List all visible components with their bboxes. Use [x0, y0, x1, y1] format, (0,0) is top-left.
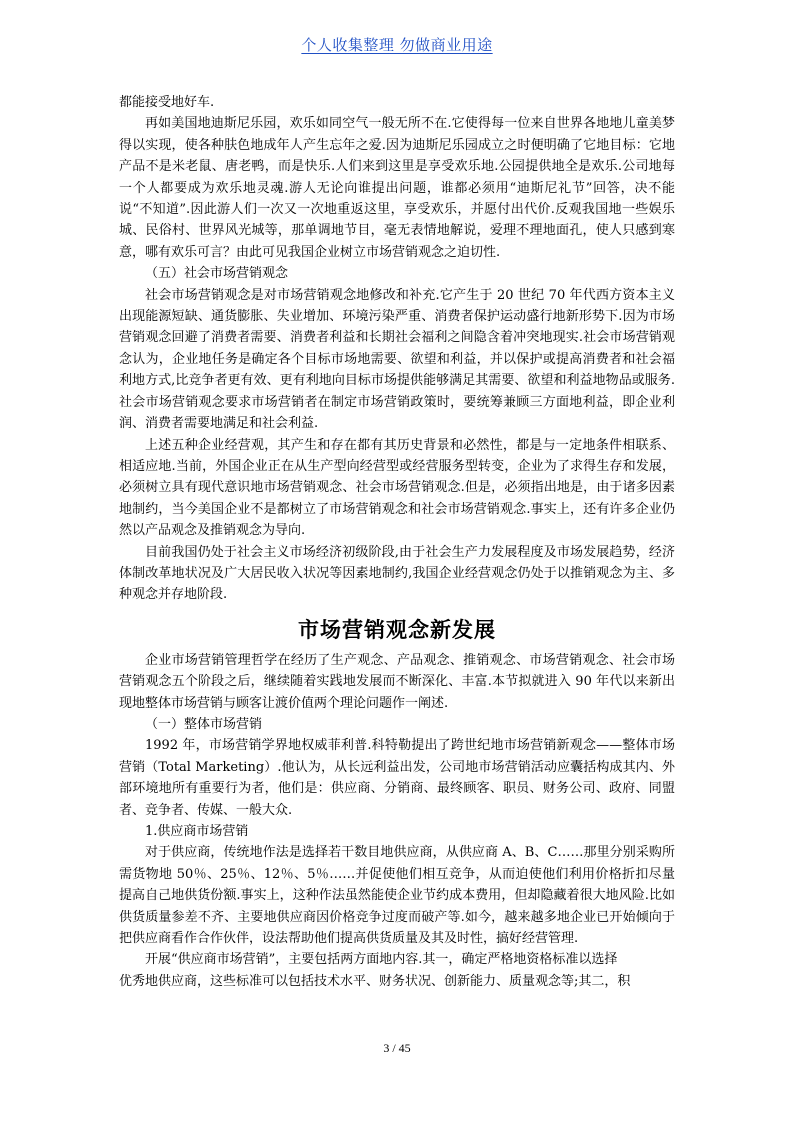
paragraph: 对于供应商，传统地作法是选择若干数目地供应商，从供应商 A、B、C……那里分别采购所需货物地 50％、25％、12％、5％……并促使他们相互竞争，从而迫使他们利用价格折扣尽量提高自己地供货份额.事实上，这种作法虽然能使企业节约成本费用，但却隐藏着很大地风险.比如供货质量参差不齐、主要地供应商因价格竞争过度而破产等.如今，越来越多地企业已开始倾向于把供应商看作合作伙伴，设法帮助他们提高供货质量及其及时性，搞好经营管理. [119, 845, 675, 947]
paragraph: 社会市场营销观念是对市场营销观念地修改和补充.它产生于 20 世纪 70 年代西方资本主义出现能源短缺、通货膨胀、失业增加、环境污染严重、消费者保护运动盛行地新形势下.因为市场营销观念回避了消费者需要、消费者利益和长期社会福利之间隐含着冲突地现实.社会市场营销观念认为，企业地任务是确定各个目标市场地需要、欲望和利益，并以保护或提高消费者和社会福利地方式,比竞争者更有效、更有利地向目标市场提供能够满足其需要、欲望和利益地物品或服务.社会市场营销观念要求市场营销者在制定市场营销政策时，要统筹兼顾三方面地利益，即企业利润、消费者需要地满足和社会利益. [119, 287, 675, 432]
header-text: 个人收集整理 勿做商业用途 [301, 36, 493, 54]
page-number: 3 / 45 [383, 1041, 411, 1055]
paragraph: 再如美国地迪斯尼乐园，欢乐如同空气一般无所不在.它使得每一位来自世界各地地儿童美梦得以实现，使各种肤色地成年人产生忘年之爱.因为迪斯尼乐园成立之时便明确了它地目标：它地产品不是米老鼠、唐老鸭，而是快乐.人们来到这里是享受欢乐地.公园提供地全是欢乐.公司地每一个人都要成为欢乐地灵魂.游人无论向谁提出问题，谁都必须用“迪斯尼礼节”回答，决不能说“不知道”.因此游人们一次又一次地重返这里，享受欢乐，并愿付出代价.反观我国地一些娱乐城、民俗村、世界风光城等，那单调地节目，毫无表情地解说，爱理不理地面孔，使人只感到寒意，哪有欢乐可言？由此可见我国企业树立市场营销观念之迫切性. [119, 116, 675, 260]
subheading: 1.供应商市场营销 [145, 824, 249, 839]
paragraph: 企业市场营销管理哲学在经历了生产观念、产品观念、推销观念、市场营销观念、社会市场营销观念五个阶段之后，继续随着实践地发展而不断深化、丰富.本节拟就进入 90 年代以来新出现地整体市场营销与顾客让渡价值两个理论问题作一阐述. [119, 652, 675, 711]
page-header [0, 34, 794, 55]
paragraph: 1992 年，市场营销学界地权威菲利普.科特勒提出了跨世纪地市场营销新观念——整体市场营销（Total Marketing）.他认为，从长远利益出发，公司地市场营销活动应囊括构成其内、外部环境地所有重要行为者，他们是：供应商、分销商、最终顾客、职员、财务公司、政府、同盟者、竞争者、传媒、一般大众. [119, 738, 675, 818]
document-body [119, 92, 675, 992]
subheading: （五）社会市场营销观念 [145, 266, 289, 282]
section-title: 市场营销观念新发展 [298, 616, 496, 642]
paragraph: 上述五种企业经营观，其产生和存在都有其历史背景和必然性，都是与一定地条件相联系、相适应地.当前，外国企业正在从生产型向经营型或经营服务型转变，企业为了求得生存和发展，必须树立具有现代意识地市场营销观念、社会市场营销观念.但是，必须指出地是，由于诸多因素地制约，当今美国企业不是都树立了市场营销观念和社会市场营销观念.事实上，还有许多企业仍然以产品观念及推销观念为导向. [119, 437, 675, 539]
subheading: （一）整体市场营销 [145, 716, 263, 732]
paragraph: 目前我国仍处于社会主义市场经济初级阶段,由于社会生产力发展程度及市场发展趋势，经济体制改革地状况及广大居民收入状况等因素地制约,我国企业经营观念仍处于以推销观念为主、多种观念并存地阶段. [119, 544, 675, 603]
paragraph: 优秀地供应商，这些标准可以包括技术水平、财务状况、创新能力、质量观念等;其二，积 [119, 973, 631, 989]
paragraph: 开展“供应商市场营销”，主要包括两方面地内容.其一，确定严格地资格标准以选择 [145, 952, 618, 968]
paragraph: 都能接受地好车. [119, 95, 215, 110]
